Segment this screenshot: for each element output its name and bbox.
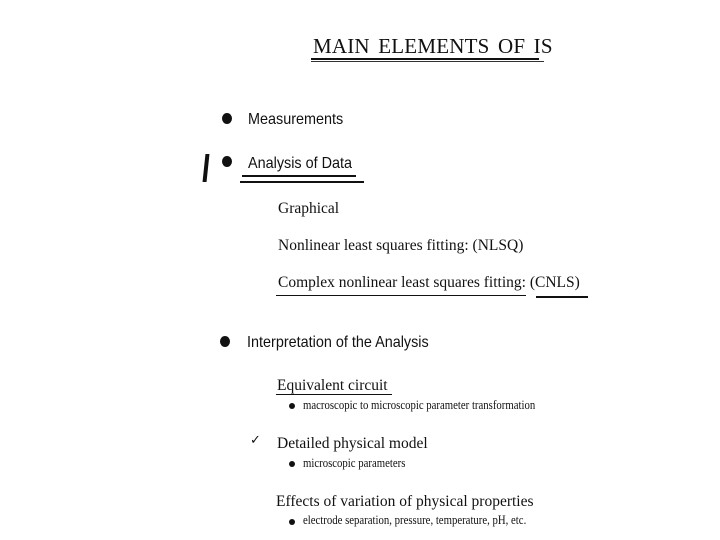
bullet-icon: [222, 113, 232, 124]
analysis-underline-secondary: [240, 181, 364, 183]
analysis-underline: [242, 175, 356, 177]
detail-macroscopic: macroscopic to microscopic parameter transformation: [303, 398, 536, 412]
cnls-underline: [276, 295, 526, 296]
small-bullet-icon: [289, 519, 295, 525]
equivalent-circuit-underline: [276, 394, 392, 395]
subitem-physical-properties: Effects of variation of physical properties: [276, 493, 534, 510]
cnls-abbrev-underline: [536, 296, 588, 298]
small-bullet-icon: [289, 461, 295, 467]
margin-bar-icon: [203, 154, 210, 182]
title-underline-secondary: [311, 61, 544, 62]
bullet-icon: [222, 156, 232, 167]
title-underline: [311, 58, 539, 60]
checkmark-icon: ✓: [250, 433, 261, 448]
subitem-physical-model: Detailed physical model: [277, 435, 428, 452]
small-bullet-icon: [289, 403, 295, 409]
item-measurements: Measurements: [248, 111, 344, 128]
page-title: MAIN ELEMENTS OF IS: [313, 34, 553, 58]
item-analysis-of-data: Analysis of Data: [248, 155, 353, 172]
detail-microscopic: microscopic parameters: [303, 456, 406, 470]
item-interpretation: Interpretation of the Analysis: [247, 334, 429, 351]
subitem-cnls: Complex nonlinear least squares fitting: (CNLS): [278, 274, 580, 291]
subitem-graphical: Graphical: [278, 200, 340, 217]
detail-electrode: electrode separation, pressure, temperature, pH, etc.: [303, 513, 527, 527]
subitem-nlsq: Nonlinear least squares fitting: (NLSQ): [278, 237, 524, 254]
subitem-equivalent-circuit: Equivalent circuit: [277, 377, 388, 394]
bullet-icon: [220, 336, 230, 347]
